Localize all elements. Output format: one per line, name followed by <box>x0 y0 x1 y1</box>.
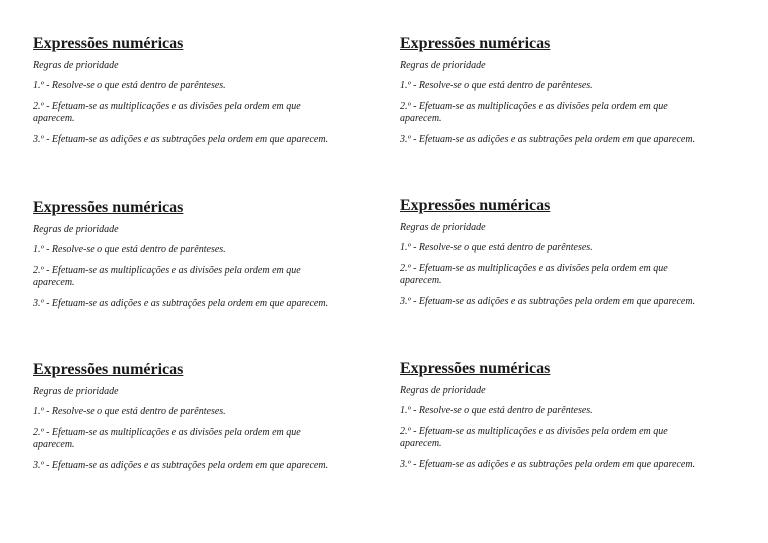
rule-1: 1.º - Resolve-se o que está dentro de parênteses. <box>33 406 226 417</box>
rule-2: 2.º - Efetuam-se as multiplicações e as divisões pela ordem em que aparecem. <box>400 426 668 449</box>
rules-card-1 <box>33 34 373 155</box>
rules-card-5 <box>33 360 373 481</box>
rule-1: 1.º - Resolve-se o que está dentro de parênteses. <box>33 80 226 91</box>
rules-card-6 <box>400 359 740 480</box>
card-subtitle: Regras de prioridade <box>400 60 486 71</box>
rule-3: 3.º - Efetuam-se as adições e as subtrações pela ordem em que aparecem. <box>400 134 696 145</box>
card-subtitle: Regras de prioridade <box>33 386 119 397</box>
rules-card-3 <box>33 198 373 319</box>
rule-2: 2.º - Efetuam-se as multiplicações e as divisões pela ordem em que aparecem. <box>33 427 301 450</box>
card-subtitle: Regras de prioridade <box>400 222 486 233</box>
card-title: Expressões numéricas <box>33 361 184 378</box>
card-subtitle: Regras de prioridade <box>33 224 119 235</box>
rule-2: 2.º - Efetuam-se as multiplicações e as divisões pela ordem em que aparecem. <box>33 101 301 124</box>
rule-2: 2.º - Efetuam-se as multiplicações e as divisões pela ordem em que aparecem. <box>33 265 301 288</box>
card-subtitle: Regras de prioridade <box>400 385 486 396</box>
rule-2: 2.º - Efetuam-se as multiplicações e as divisões pela ordem em que aparecem. <box>400 101 668 124</box>
rule-1: 1.º - Resolve-se o que está dentro de parênteses. <box>400 405 593 416</box>
card-title: Expressões numéricas <box>400 360 551 377</box>
rule-1: 1.º - Resolve-se o que está dentro de parênteses. <box>400 80 593 91</box>
rule-3: 3.º - Efetuam-se as adições e as subtrações pela ordem em que aparecem. <box>33 298 329 309</box>
rules-card-2 <box>400 34 740 155</box>
rule-3: 3.º - Efetuam-se as adições e as subtrações pela ordem em que aparecem. <box>33 134 329 145</box>
rule-1: 1.º - Resolve-se o que está dentro de parênteses. <box>400 242 593 253</box>
rule-1: 1.º - Resolve-se o que está dentro de parênteses. <box>33 244 226 255</box>
card-title: Expressões numéricas <box>33 199 184 216</box>
card-title: Expressões numéricas <box>400 197 551 214</box>
card-subtitle: Regras de prioridade <box>33 60 119 71</box>
card-title: Expressões numéricas <box>400 35 551 52</box>
rule-3: 3.º - Efetuam-se as adições e as subtrações pela ordem em que aparecem. <box>400 296 696 307</box>
rule-3: 3.º - Efetuam-se as adições e as subtrações pela ordem em que aparecem. <box>400 459 696 470</box>
card-title: Expressões numéricas <box>33 35 184 52</box>
rules-card-4 <box>400 196 740 317</box>
rule-2: 2.º - Efetuam-se as multiplicações e as divisões pela ordem em que aparecem. <box>400 263 668 286</box>
rule-3: 3.º - Efetuam-se as adições e as subtrações pela ordem em que aparecem. <box>33 460 329 471</box>
